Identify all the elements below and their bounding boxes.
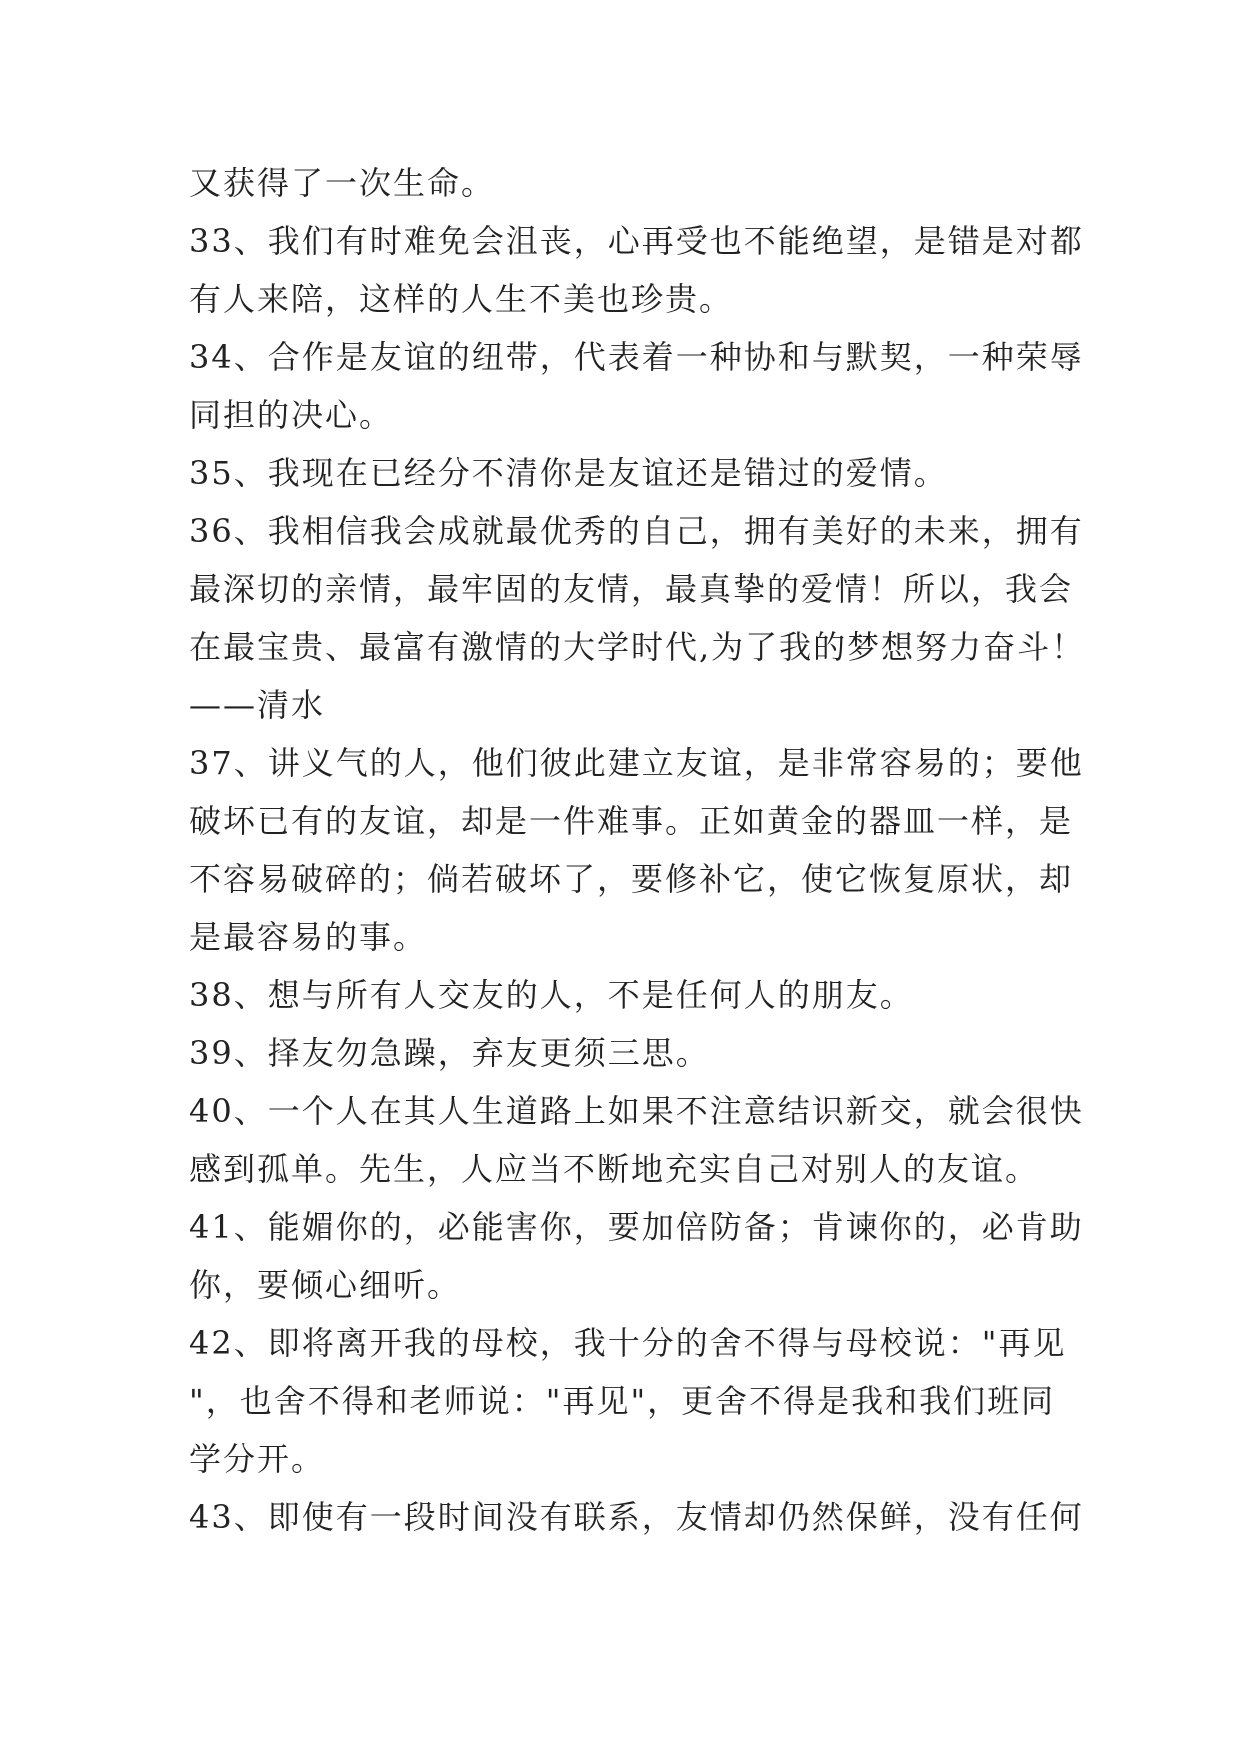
text-line: 感到孤单。先生，人应当不断地充实自己对别人的友谊。 bbox=[189, 1150, 1040, 1188]
text-line: 同担的决心。 bbox=[189, 396, 394, 434]
text-line: 破坏已有的友谊，却是一件难事。正如黄金的器皿一样，是 bbox=[189, 802, 1074, 840]
text-line: 不容易破碎的；倘若破坏了，要修补它，使它恢复原状，却 bbox=[189, 860, 1074, 898]
text-line: 43、即使有一段时间没有联系，友情却仍然保鲜，没有任何 bbox=[189, 1498, 1084, 1536]
text-line: 是最容易的事。 bbox=[189, 918, 428, 956]
text-line: 33、我们有时难免会沮丧，心再受也不能绝望，是错是对都 bbox=[189, 222, 1084, 260]
text-line: "，也舍不得和老师说："再见"，更舍不得是我和我们班同 bbox=[189, 1382, 1056, 1420]
text-line: 41、能媚你的，必能害你，要加倍防备；肯谏你的，必肯助 bbox=[189, 1208, 1084, 1246]
text-line: 有人来陪，这样的人生不美也珍贵。 bbox=[189, 280, 734, 318]
text-line: 36、我相信我会成就最优秀的自己，拥有美好的未来，拥有 bbox=[189, 512, 1084, 550]
text-line: 你，要倾心细听。 bbox=[189, 1266, 462, 1304]
text-line: 37、讲义气的人，他们彼此建立友谊，是非常容易的；要他 bbox=[189, 744, 1084, 782]
text-line: 学分开。 bbox=[189, 1440, 326, 1478]
text-line: 35、我现在已经分不清你是友谊还是错过的爱情。 bbox=[189, 454, 948, 492]
text-line: ——清水 bbox=[189, 686, 326, 724]
document-body bbox=[189, 154, 1086, 1546]
text-line: 38、想与所有人交友的人，不是任何人的朋友。 bbox=[189, 976, 914, 1014]
text-line: 34、合作是友谊的纽带，代表着一种协和与默契，一种荣辱 bbox=[189, 338, 1084, 376]
text-line: 39、择友勿急躁，弃友更须三思。 bbox=[189, 1034, 710, 1072]
text-line: 最深切的亲情，最牢固的友情，最真挚的爱情！所以，我会 bbox=[189, 570, 1074, 608]
text-line: 42、即将离开我的母校，我十分的舍不得与母校说："再见 bbox=[189, 1324, 1067, 1362]
text-line: 又获得了一次生命。 bbox=[189, 164, 496, 202]
text-line: 40、一个人在其人生道路上如果不注意结识新交，就会很快 bbox=[189, 1092, 1084, 1130]
text-line: 在最宝贵、最富有激情的大学时代,为了我的梦想努力奋斗！ bbox=[189, 628, 1086, 666]
